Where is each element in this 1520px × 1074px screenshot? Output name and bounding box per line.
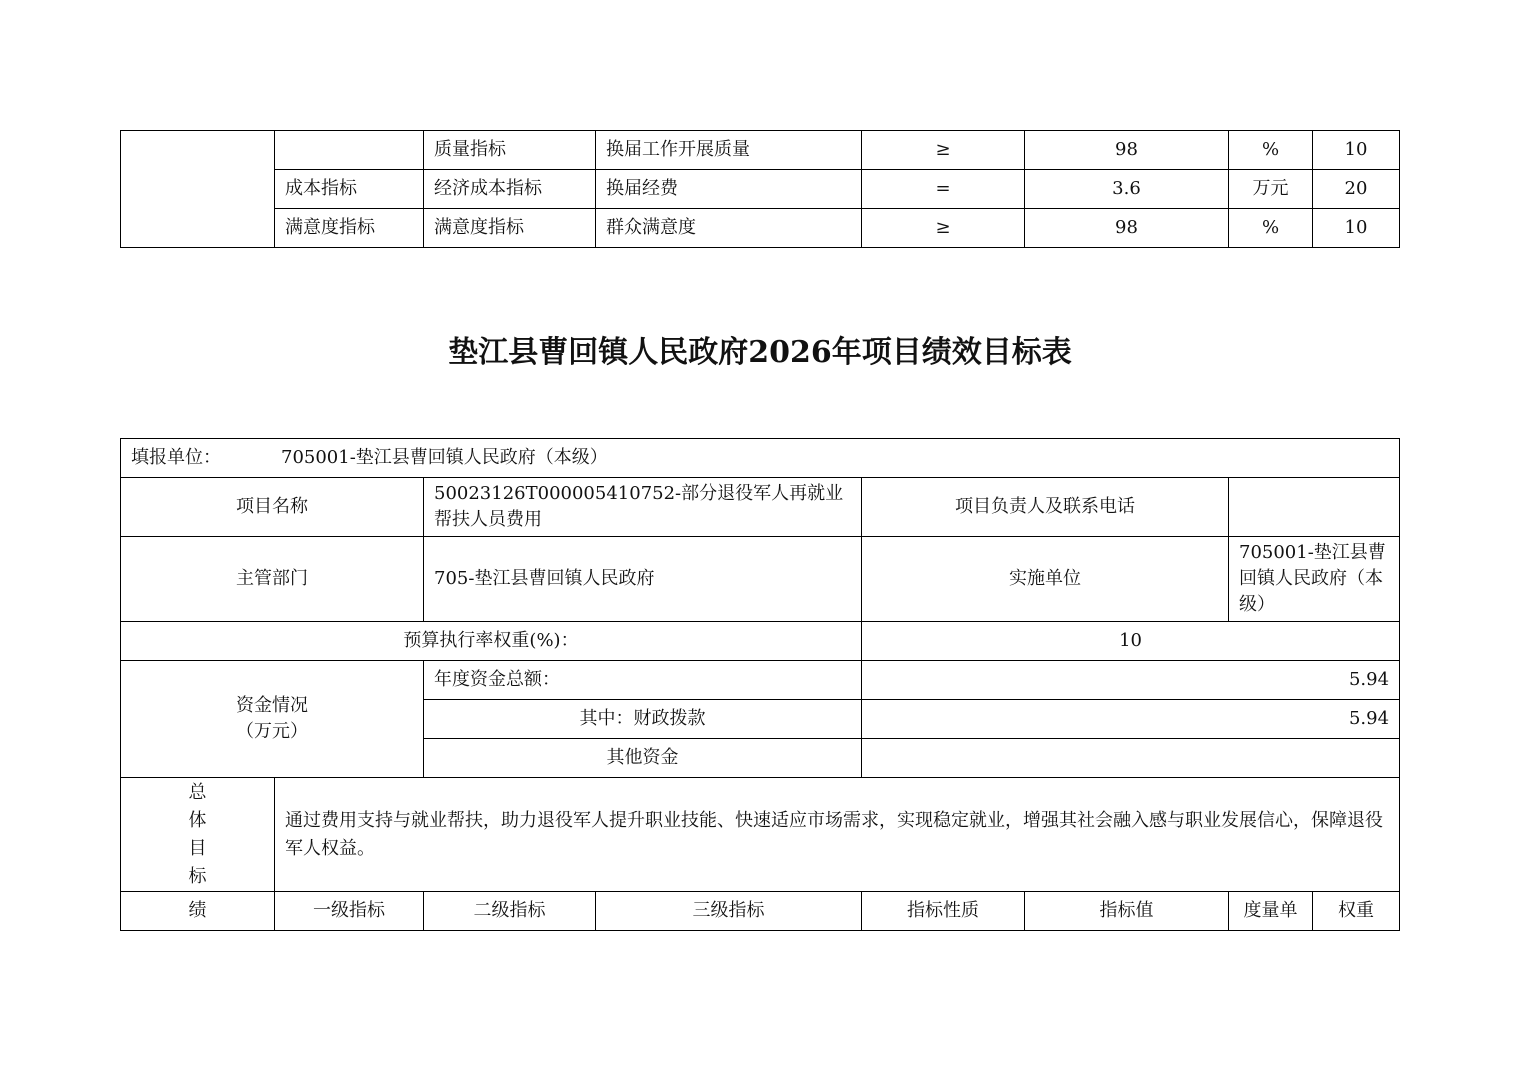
project-name-value: 50023126T000005410752-部分退役军人再就业帮扶人员费用 (424, 478, 862, 537)
header-level2: 二级指标 (424, 892, 596, 931)
level3-cell: 换届工作开展质量 (596, 131, 862, 170)
fund-other-value (862, 739, 1400, 778)
level1-cell: 满意度指标 (275, 209, 424, 248)
fund-label-line1: 资金情况 (236, 695, 308, 716)
impl-unit-label: 实施单位 (862, 537, 1229, 622)
reporting-unit-label: 填报单位： (131, 447, 221, 468)
dept-value: 705-垫江县曹回镇人民政府 (424, 537, 862, 622)
table-row (121, 478, 1400, 537)
header-unit: 度量单 (1229, 892, 1313, 931)
table-row (121, 170, 1400, 209)
header-level3: 三级指标 (596, 892, 862, 931)
page-title: 垫江县曹回镇人民政府2026年项目绩效目标表 (448, 335, 1072, 370)
overall-goal-label: 总 体 目 标 (121, 778, 275, 892)
table-row (121, 537, 1400, 622)
unit-cell: % (1229, 209, 1313, 248)
table-row (121, 622, 1400, 661)
weight-cell: 20 (1313, 170, 1400, 209)
fund-fiscal-value: 5.94 (862, 700, 1400, 739)
fund-label-line2: （万元） (236, 721, 308, 742)
value-cell: 3.6 (1025, 170, 1229, 209)
empty-cell (121, 131, 275, 248)
level1-cell: 成本指标 (275, 170, 424, 209)
table-row (121, 131, 1400, 170)
contact-value (1229, 478, 1400, 537)
fund-label (121, 661, 424, 778)
weight-cell: 10 (1313, 131, 1400, 170)
overall-goal-text: 通过费用支持与就业帮扶，助力退役军人提升职业技能、快速适应市场需求，实现稳定就业，增强其社会融入感与职业发展信心，保障退役军人权益。 (275, 778, 1400, 892)
project-name-label: 项目名称 (121, 478, 424, 537)
fund-total-value: 5.94 (862, 661, 1400, 700)
header-perf: 绩 (121, 892, 275, 931)
weight-cell: 10 (1313, 209, 1400, 248)
value-cell: 98 (1025, 131, 1229, 170)
reporting-unit-cell (121, 439, 1400, 478)
header-level1: 一级指标 (275, 892, 424, 931)
dept-label: 主管部门 (121, 537, 424, 622)
table-row (121, 892, 1400, 931)
value-cell: 98 (1025, 209, 1229, 248)
level1-cell (275, 131, 424, 170)
nature-cell: = (862, 170, 1025, 209)
table-row (121, 209, 1400, 248)
table-row (121, 661, 1400, 700)
table-row (121, 439, 1400, 478)
unit-cell: 万元 (1229, 170, 1313, 209)
header-nature: 指标性质 (862, 892, 1025, 931)
fund-other-label: 其他资金 (424, 739, 862, 778)
impl-unit-value: 705001-垫江县曹回镇人民政府（本级） (1229, 537, 1400, 622)
performance-goal-table (120, 438, 1400, 931)
unit-cell: % (1229, 131, 1313, 170)
nature-cell: ≥ (862, 131, 1025, 170)
level2-cell: 经济成本指标 (424, 170, 596, 209)
fund-fiscal-label: 其中：财政拨款 (424, 700, 862, 739)
contact-label: 项目负责人及联系电话 (862, 478, 1229, 537)
reporting-unit-value: 705001-垫江县曹回镇人民政府（本级） (281, 447, 608, 468)
budget-rate-label: 预算执行率权重(%)： (121, 622, 862, 661)
table-row (121, 778, 1400, 892)
header-value: 指标值 (1025, 892, 1229, 931)
level2-cell: 质量指标 (424, 131, 596, 170)
header-weight: 权重 (1313, 892, 1400, 931)
level3-cell: 换届经费 (596, 170, 862, 209)
top-indicator-table (120, 130, 1400, 248)
level2-cell: 满意度指标 (424, 209, 596, 248)
nature-cell: ≥ (862, 209, 1025, 248)
level3-cell: 群众满意度 (596, 209, 862, 248)
fund-total-label: 年度资金总额： (424, 661, 862, 700)
budget-rate-value: 10 (862, 622, 1400, 661)
